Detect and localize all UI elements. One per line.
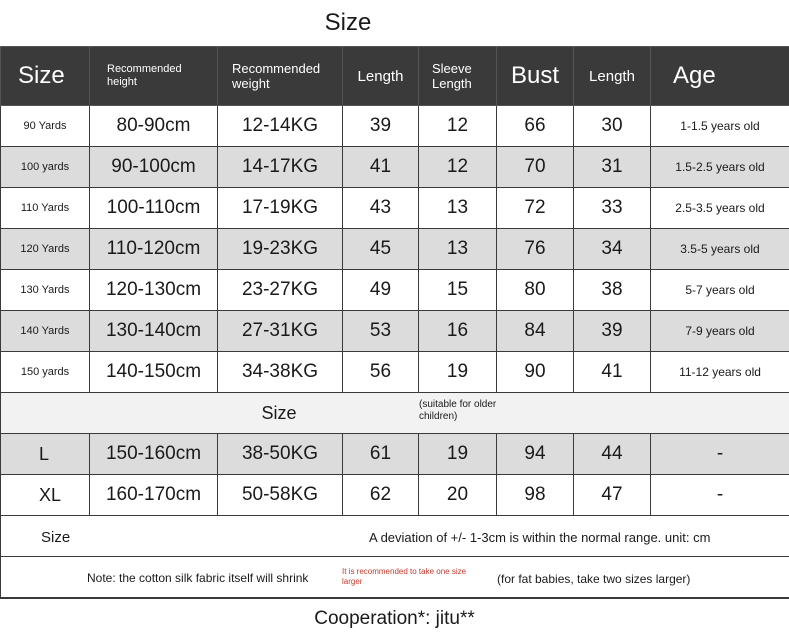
- weight-cell: 34-38KG: [218, 352, 343, 393]
- weight-cell: 27-31KG: [218, 311, 343, 352]
- length2-cell: 38: [574, 270, 651, 311]
- age-cell: 5-7 years old: [651, 270, 789, 311]
- bust-cell: 84: [497, 311, 574, 352]
- sleeve-cell: 20: [419, 475, 497, 516]
- table-row: [1, 434, 789, 475]
- length-cell: 56: [343, 352, 419, 393]
- age-cell: 2.5-3.5 years old: [651, 188, 789, 229]
- size-label: L: [1, 434, 90, 475]
- age-cell: 7-9 years old: [651, 311, 789, 352]
- sleeve-cell: 16: [419, 311, 497, 352]
- header-height: Recommended height: [90, 47, 218, 106]
- length2-cell: 47: [574, 475, 651, 516]
- table-row: [1, 311, 789, 352]
- chart-title: Size: [324, 9, 372, 36]
- size-label: 140 Yards: [1, 311, 90, 352]
- adult-section-row: [1, 393, 789, 434]
- shrink-note: [1, 557, 789, 598]
- sleeve-cell: 12: [419, 106, 497, 147]
- size-label: 130 Yards: [1, 270, 90, 311]
- age-cell: 3.5-5 years old: [651, 229, 789, 270]
- weight-cell: 19-23KG: [218, 229, 343, 270]
- length-cell: 49: [343, 270, 419, 311]
- weight-cell: 14-17KG: [218, 147, 343, 188]
- size-label: 120 Yards: [1, 229, 90, 270]
- weight-cell: 17-19KG: [218, 188, 343, 229]
- weight-cell: 38-50KG: [218, 434, 343, 475]
- length2-cell: 39: [574, 311, 651, 352]
- height-cell: 90-100cm: [90, 147, 218, 188]
- adult-section-header: [1, 393, 789, 434]
- footer-cooperation: Cooperation*: jitu**: [0, 598, 789, 639]
- height-cell: 130-140cm: [90, 311, 218, 352]
- sleeve-cell: 13: [419, 188, 497, 229]
- note-size-label: Size: [41, 529, 71, 546]
- weight-cell: 50-58KG: [218, 475, 343, 516]
- adult-section-title: Size: [261, 403, 297, 423]
- length2-cell: 33: [574, 188, 651, 229]
- recommend-text: It is recommended to take one size larger: [342, 567, 467, 586]
- length2-cell: 30: [574, 106, 651, 147]
- header-length: Length: [343, 47, 419, 106]
- deviation-note: [1, 516, 789, 557]
- bust-cell: 66: [497, 106, 574, 147]
- height-cell: 120-130cm: [90, 270, 218, 311]
- weight-cell: 12-14KG: [218, 106, 343, 147]
- table-row: [1, 147, 789, 188]
- header-row: [1, 47, 789, 106]
- sleeve-cell: 13: [419, 229, 497, 270]
- age-cell: -: [651, 434, 789, 475]
- bust-cell: 76: [497, 229, 574, 270]
- shrink-note-row: [1, 557, 789, 598]
- age-cell: 1.5-2.5 years old: [651, 147, 789, 188]
- height-cell: 140-150cm: [90, 352, 218, 393]
- bust-cell: 72: [497, 188, 574, 229]
- bust-cell: 70: [497, 147, 574, 188]
- table-row: [1, 229, 789, 270]
- size-label: 90 Yards: [1, 106, 90, 147]
- header-length-2: Length: [574, 47, 651, 106]
- header-bust: Bust: [497, 47, 574, 106]
- deviation-note-row: [1, 516, 789, 557]
- table-row: [1, 270, 789, 311]
- deviation-text: A deviation of +/- 1-3cm is within the normal range. unit: cm: [369, 530, 711, 545]
- size-label: 150 yards: [1, 352, 90, 393]
- length-cell: 41: [343, 147, 419, 188]
- header-age: Age: [651, 47, 789, 106]
- size-label: XL: [1, 475, 90, 516]
- size-table: [0, 46, 789, 598]
- header-weight: Recommended weight: [218, 47, 343, 106]
- length2-cell: 41: [574, 352, 651, 393]
- sleeve-cell: 12: [419, 147, 497, 188]
- weight-cell: 23-27KG: [218, 270, 343, 311]
- height-cell: 110-120cm: [90, 229, 218, 270]
- length2-cell: 44: [574, 434, 651, 475]
- length2-cell: 31: [574, 147, 651, 188]
- bust-cell: 98: [497, 475, 574, 516]
- age-cell: 11-12 years old: [651, 352, 789, 393]
- bust-cell: 80: [497, 270, 574, 311]
- length-cell: 39: [343, 106, 419, 147]
- table-row: [1, 352, 789, 393]
- length2-cell: 34: [574, 229, 651, 270]
- size-label: 110 Yards: [1, 188, 90, 229]
- sleeve-cell: 15: [419, 270, 497, 311]
- header-size: Size: [1, 47, 90, 106]
- shrink-text: Note: the cotton silk fabric itself will shrink: [87, 571, 309, 585]
- length-cell: 43: [343, 188, 419, 229]
- length-cell: 45: [343, 229, 419, 270]
- header-sleeve-length: Sleeve Length: [419, 47, 497, 106]
- height-cell: 150-160cm: [90, 434, 218, 475]
- height-cell: 80-90cm: [90, 106, 218, 147]
- size-label: 100 yards: [1, 147, 90, 188]
- table-row: [1, 475, 789, 516]
- sleeve-cell: 19: [419, 352, 497, 393]
- table-row: [1, 106, 789, 147]
- length-cell: 53: [343, 311, 419, 352]
- bust-cell: 94: [497, 434, 574, 475]
- age-cell: -: [651, 475, 789, 516]
- age-cell: 1-1.5 years old: [651, 106, 789, 147]
- adult-section-note: (suitable for older children): [419, 399, 497, 422]
- sleeve-cell: 19: [419, 434, 497, 475]
- fat-babies-text: (for fat babies, take two sizes larger): [497, 572, 691, 586]
- table-row: [1, 188, 789, 229]
- length-cell: 62: [343, 475, 419, 516]
- length-cell: 61: [343, 434, 419, 475]
- bust-cell: 90: [497, 352, 574, 393]
- height-cell: 160-170cm: [90, 475, 218, 516]
- height-cell: 100-110cm: [90, 188, 218, 229]
